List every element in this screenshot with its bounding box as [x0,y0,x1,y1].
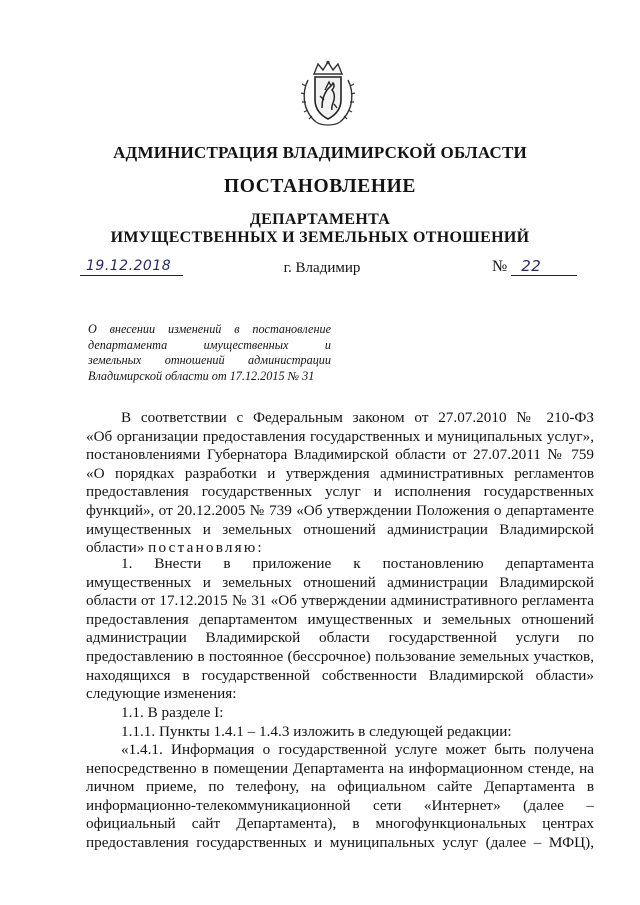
quote-line: непосредственно в помещении Департамента на информационном стенде, на [86,759,594,777]
document-type-title: ПОСТАНОВЛЕНИЕ [223,176,417,197]
preamble-line: предоставления государственных услуг и исполнения государственных [86,483,594,501]
clause-line: предоставлению в постоянное (бессрочное) пользование земельных участков, [86,647,594,665]
department-title-line2: ИМУЩЕСТВЕННЫХ И ЗЕМЕЛЬНЫХ ОТНОШЕНИЙ [110,229,530,246]
points-item: 1.1.1. Пункты 1.4.1 – 1.4.3 изложить в следующей редакции: [121,722,512,740]
sub-items [86,704,594,741]
decree-word: постановляю: [148,539,264,557]
number-prefix: № [492,258,508,275]
clause-line: имущественных и земельных отношений администрации Владимирской [86,573,594,591]
subject-line: Владимирской области от 17.12.2015 № 31 [88,368,315,383]
subject-line: О внесении изменений в постановление [88,322,331,336]
subject-line: департамента имущественных и [88,337,331,352]
clause-line: области от 17.12.2015 № 31 «Об утверждении административного регламента [86,592,594,610]
document-subject [88,322,331,384]
quote-line: личном приеме, по телефону, на официальном сайте Департамента в [86,778,594,796]
date-value: 19.12.2018 [86,258,172,274]
quote-line: предоставления государственных и муниципальных услуг (далее – МФЦ), [86,833,594,851]
preamble-line: «О порядках разработки и утверждения административных регламентов [86,464,594,482]
document-city: г. Владимир [283,260,361,276]
department-title-line1: ДЕПАРТАМЕНТА [249,211,391,228]
subject-line: земельных отношений администрации [88,353,331,368]
number-value: 22 [521,257,542,275]
preamble-line: постановлениями Губернатора Владимирской области от 27.07.2011 № 759 [86,446,594,464]
quoted-clause-paragraph [86,741,594,853]
quote-line: официальный сайт Департамента), в многофункциональных центрах [86,815,594,833]
quote-line: информационно-телекоммуникационной сети «Интернет» (далее – [86,796,594,814]
number-underline [511,258,577,276]
preamble-paragraph [86,409,594,558]
preamble-last-words: области» [86,539,145,557]
clause-line: предоставления департаментом имущественных и земельных отношений [86,610,594,628]
clause-line: следующие изменения: [86,685,237,703]
preamble-line: имущественных и земельных отношений администрации Владимирской [86,520,594,538]
clause-1-paragraph [86,555,594,704]
clause-line: администрации Владимирской области государственной услуги по [86,629,594,647]
section-item: 1.1. В разделе I: [121,704,224,721]
quote-line: «1.4.1. Информация о государственной услуге может быть получена [121,741,594,758]
document-number [492,258,592,276]
preamble-line: функций», от 20.12.2005 № 739 «Об утверждении Положения о департаменте [86,501,594,519]
preamble-line: В соответствии с Федеральным законом от 27.07.2010 № 210-ФЗ [121,409,594,426]
clause-line: 1. Внести в приложение к постановлению департамента [121,555,594,572]
coat-of-arms-emblem [298,60,358,128]
administration-title: АДМИНИСТРАЦИЯ ВЛАДИМИРСКОЙ ОБЛАСТИ [113,143,527,162]
clause-line: находящихся в государственной собственности Владимирской области» [86,666,594,684]
preamble-line: «Об организации предоставления государственных и муниципальных услуг», [86,427,594,445]
